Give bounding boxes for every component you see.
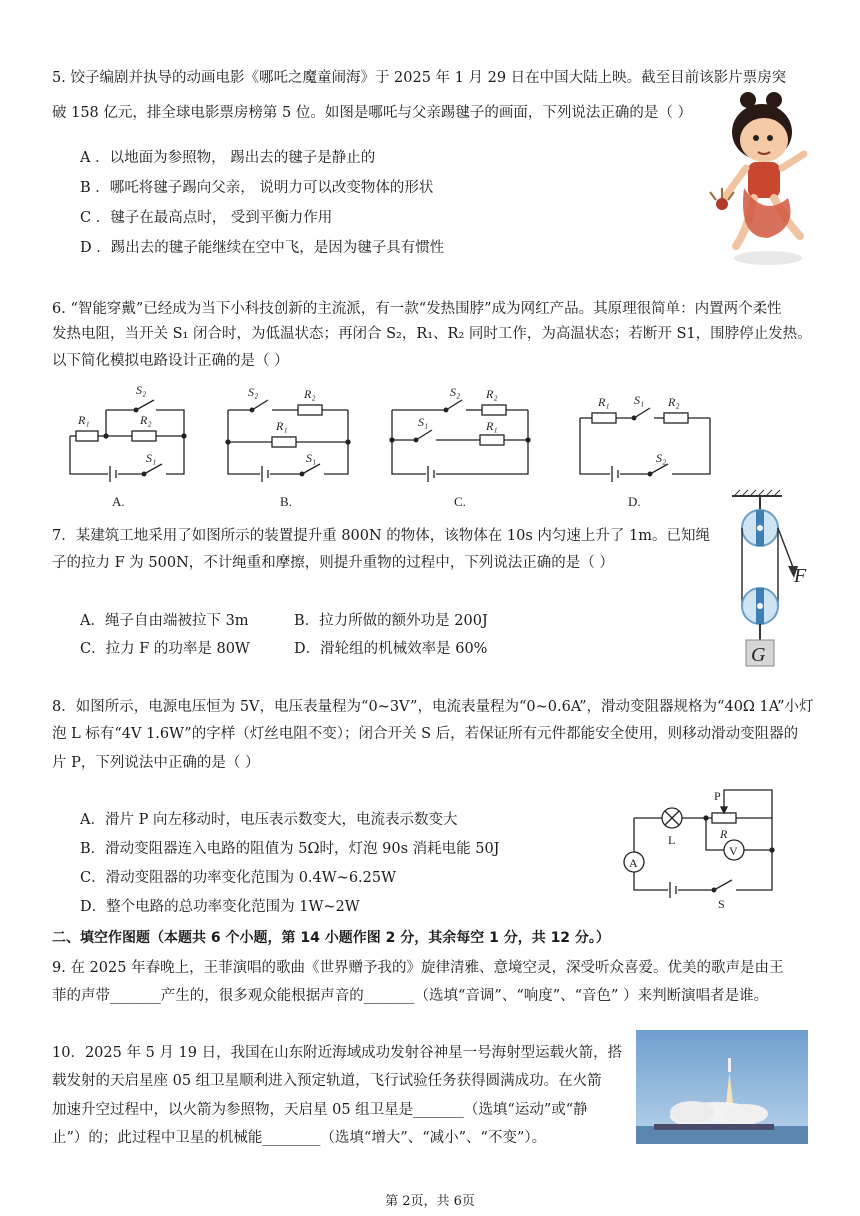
label-s2: S₂ [136, 383, 147, 397]
q8-stem-line-2: 泡 L 标有“4V 1.6W”的字样（灯丝电阻不变）；闭合开关 S 后，若保证所有元件都能安全使用，则移动滑动变阻器的 [52, 726, 799, 742]
q10-stem-line-4: 止”）的；此过程中卫星的机械能________（选填“增大”、“减小”、“不变”）。 [52, 1130, 547, 1146]
pulley-system-figure [724, 488, 816, 670]
q8-option-c: C．滑动变阻器的功率变化范围为 0.4W~6.25W [80, 870, 397, 886]
q6-stem-line-3: 以下简化模拟电路设计正确的是（ ） [52, 353, 289, 369]
q7-option-d: D．滑轮组的机械效率是 60% [294, 641, 488, 657]
q8-circuit-diagram [620, 780, 790, 912]
q9-stem-line-1: 9. 在 2025 年春晚上，王菲演唱的歌曲《世界赠予我的》旋律清雅、意境空灵，深受听众喜爱。优美的歌声是由王 [52, 960, 784, 976]
nezha-illustration [708, 88, 820, 268]
svg-text:R₁: R₁ [598, 395, 610, 409]
circuit-diagram-c [388, 380, 538, 510]
q7-option-c: C．拉力 F 的功率是 80W [80, 641, 250, 657]
circuit-diagram-a [62, 380, 202, 510]
force-label-f: F [794, 565, 807, 587]
svg-text:R₂: R₂ [304, 387, 316, 401]
q10-stem-line-1: 10．2025 年 5 月 19 日，我国在山东附近海域成功发射谷神星一号海射型运载火箭，搭 [52, 1045, 623, 1061]
option-label-a: A. [112, 494, 125, 509]
svg-text:S₂: S₂ [656, 451, 667, 465]
q5-option-a: A ．以地面为参照物， 踢出去的毽子是静止的 [80, 150, 376, 166]
svg-text:S₂: S₂ [248, 385, 259, 399]
q8-option-b: B．滑动变阻器连入电路的阻值为 5Ω时，灯泡 90s 消耗电能 50J [80, 841, 500, 857]
resistor-label-r: R [720, 827, 728, 841]
q6-stem-line-1: 6. “智能穿戴”已经成为当下小科技创新的主流派，有一款“发热围脖”成为网红产品。其原理很简单：内置两个柔性 [52, 301, 782, 317]
switch-label-s: S [718, 897, 725, 911]
q5-stem-line-1: 5. 饺子编剧并执导的动画电影《哪吒之魔童闹海》于 2025 年 1 月 29 日在中国大陆上映。截至目前该影片票房突 [52, 70, 787, 86]
q7-option-b: B．拉力所做的额外功是 200J [294, 613, 488, 629]
svg-text:R₂: R₂ [486, 387, 498, 401]
q10-stem-line-2: 载发射的天启星座 05 组卫星顺利进入预定轨道，飞行试验任务获得圆满成功。在火箭 [52, 1073, 602, 1089]
voltmeter-label: V [729, 844, 738, 858]
q5-option-d: D ．踢出去的毽子能继续在空中飞，是因为毽子具有惯性 [80, 240, 445, 256]
q10-stem-line-3: 加速升空过程中，以火箭为参照物，天启星 05 组卫星是_______（选填“运动”或“静 [52, 1102, 588, 1118]
lamp-label-l: L [668, 833, 676, 847]
q8-option-a: A．滑片 P 向左移动时，电压表示数变大，电流表示数变大 [80, 812, 458, 828]
q8-stem-line-3: 片 P，下列说法中正确的是（ ） [52, 755, 260, 771]
weight-label-g: G [751, 644, 766, 666]
circuit-diagram-b [222, 380, 362, 510]
circuit-diagram-d [572, 380, 722, 510]
option-label-d: D. [628, 494, 641, 509]
q8-stem-line-1: 8．如图所示，电源电压恒为 5V，电压表量程为“0~3V”，电流表量程为“0~0.6A”，滑动变阻器规格为“40Ω 1A”小灯 [52, 699, 814, 715]
section-2-heading: 二、填空作图题（本题共 6 个小题，第 14 小题作图 2 分，其余每空 1 分，共 12 分。） [52, 930, 610, 946]
label-s1: S₁ [146, 451, 157, 465]
svg-text:R₁: R₁ [486, 419, 498, 433]
svg-text:S₁: S₁ [418, 415, 429, 429]
svg-text:S₁: S₁ [634, 393, 645, 407]
q9-stem-line-2: 菲的声带_______产生的，很多观众能根据声音的_______（选填“音调”、“响度”、“音色” ）来判断演唱者是谁。 [52, 988, 769, 1004]
q5-option-c: C ．毽子在最高点时， 受到平衡力作用 [80, 210, 333, 226]
label-r1: R₁ [78, 413, 90, 427]
q7-option-a: A．绳子自由端被拉下 3m [80, 613, 249, 629]
page-number-footer: 第 2页，共 6页 [385, 1194, 475, 1209]
svg-text:S₁: S₁ [306, 451, 317, 465]
q6-stem-line-2: 发热电阻，当开关 S₁ 闭合时，为低温状态；再闭合 S₂，R₁、R₂ 同时工作，为高温状态；若断开 S1，围脖停止发热。 [52, 326, 812, 342]
slider-label-p: P [714, 789, 721, 803]
svg-text:R₁: R₁ [276, 419, 288, 433]
ammeter-label: A [629, 856, 638, 870]
option-label-c: C. [454, 494, 466, 509]
svg-text:S₂: S₂ [450, 385, 461, 399]
q7-stem-line-2: 子的拉力 F 为 500N，不计绳重和摩擦，则提升重物的过程中，下列说法正确的是（ ） [52, 555, 614, 571]
rocket-launch-photo [636, 1030, 808, 1144]
label-r2: R₂ [140, 413, 152, 427]
option-label-b: B. [280, 494, 292, 509]
q5-option-b: B ．哪吒将毽子踢向父亲， 说明力可以改变物体的形状 [80, 180, 434, 196]
q5-stem-line-2: 破 158 亿元，排全球电影票房榜第 5 位。如图是哪吒与父亲踢毽子的画面，下列说法正确的是（ ） [52, 105, 692, 121]
svg-text:R₂: R₂ [668, 395, 680, 409]
q8-option-d: D．整个电路的总功率变化范围为 1W~2W [80, 899, 360, 915]
q7-stem-line-1: 7．某建筑工地采用了如图所示的装置提升重 800N 的物体，该物体在 10s 内匀速上升了 1m。已知绳 [52, 528, 710, 544]
